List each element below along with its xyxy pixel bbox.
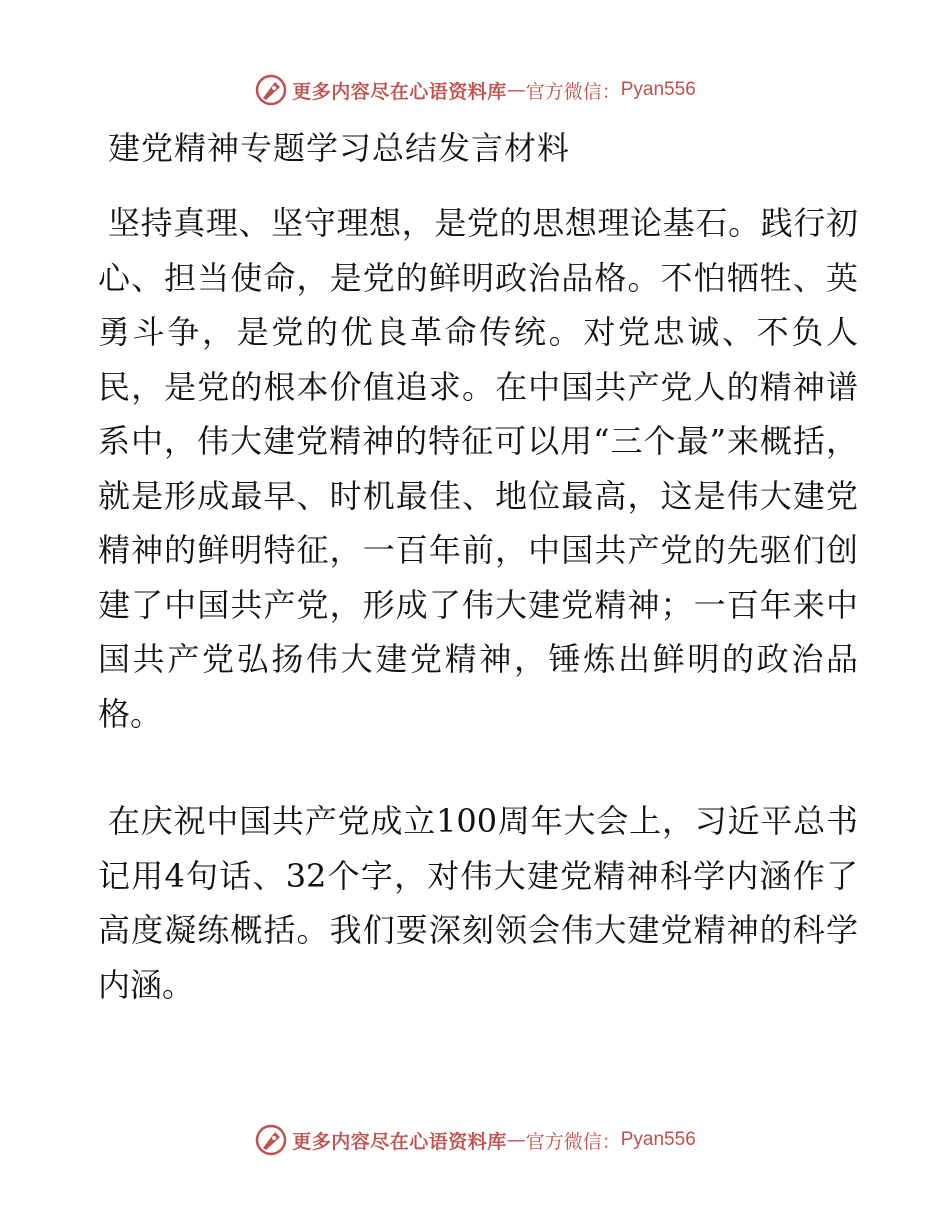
watermark-wechat-id: Pyan556: [620, 79, 696, 100]
document-title: 建党精神专题学习总结发言材料: [108, 129, 571, 167]
footer-watermark: [0, 1122, 950, 1158]
pen-nib-logo-icon: [254, 1123, 288, 1157]
header-watermark: [0, 72, 950, 108]
watermark-dash: —: [506, 1129, 526, 1151]
watermark-main-text: 更多内容尽在心语资料库: [292, 80, 507, 103]
paragraph-1: 坚持真理、坚守理想，是党的思想理论基石。践行初心、担当使命，是党的鲜明政治品格。不怕牺牲、英勇斗争，是党的优良革命传统。对党忠诚、不负人民，是党的根本价值追求。在中国共产党人的精神谱系中，伟大建党精神的特征可以用“三个最”来概括，就是形成最早、时机最佳、地位最高，这是伟大建党精神的鲜明特征，一百年前，中国共产党的先驱们创建了中国共产党，形成了伟大建党精神；一百年来中国共产党弘扬伟大建党精神，锤炼出鲜明的政治品格。: [98, 204, 858, 733]
watermark-sub-text: 官方微信：: [525, 1130, 621, 1153]
watermark-wechat-id: Pyan556: [620, 1129, 696, 1150]
pen-nib-logo-icon: [254, 73, 288, 107]
watermark-dash: —: [506, 79, 526, 101]
paragraph-2: 在庆祝中国共产党成立100周年大会上，习近平总书记用4句话、32个字，对伟大建党精神科学内涵作了高度凝练概括。我们要深刻领会伟大建党精神的科学内涵。: [98, 802, 858, 1004]
watermark-main-text: 更多内容尽在心语资料库: [292, 1130, 507, 1153]
watermark-sub-text: 官方微信：: [525, 80, 621, 103]
